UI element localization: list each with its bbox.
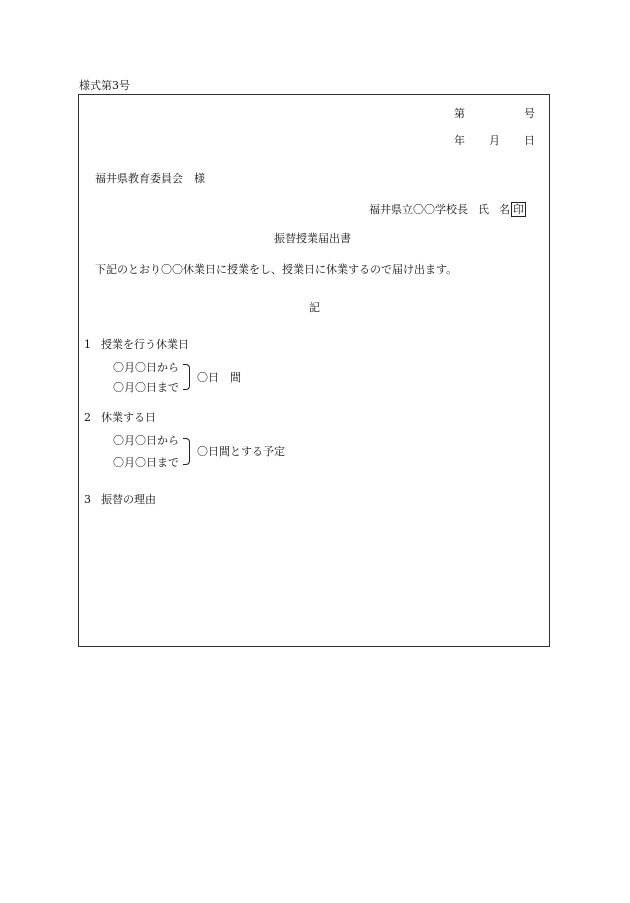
form-number: 様式第3号: [79, 79, 130, 92]
sender-block: [369, 202, 526, 217]
doc-number-suffix: 号: [524, 107, 535, 120]
item-1-heading: 授業を行う休業日: [101, 338, 189, 351]
item-1-from: 〇月〇日から: [113, 361, 179, 374]
item-2-from: 〇月〇日から: [113, 434, 179, 447]
item-1-to: 〇月〇日まで: [113, 381, 179, 394]
item-3-heading: 振替の理由: [101, 493, 156, 506]
date-day: 日: [524, 134, 535, 147]
item-3-number: 3: [84, 493, 91, 506]
date-year: 年: [454, 134, 465, 147]
date-month: 月: [489, 134, 500, 147]
ki-mark: 記: [309, 301, 320, 314]
name-label-1: 氏: [478, 203, 489, 216]
sender-school: 福井県立〇〇学校長: [369, 203, 468, 216]
body-text: 下記のとおり〇〇休業日に授業をし、授業日に休業するので届け出ます。: [95, 263, 458, 276]
item-1-brace: [183, 364, 190, 390]
document-title: 振替授業届出書: [274, 232, 351, 245]
item-1-number: 1: [84, 338, 91, 351]
item-2-brace: [183, 438, 190, 465]
doc-number-prefix: 第: [454, 107, 465, 120]
item-2-to: 〇月〇日まで: [113, 456, 179, 469]
item-2-duration: 〇日間とする予定: [197, 445, 285, 458]
name-label-2: 名: [499, 203, 510, 216]
seal-mark: 印: [513, 203, 524, 216]
item-2-number: 2: [84, 411, 91, 424]
addressee: 福井県教育委員会 様: [95, 172, 205, 185]
item-2-heading: 休業する日: [101, 411, 156, 424]
item-1-duration: 〇日 間: [197, 371, 241, 384]
